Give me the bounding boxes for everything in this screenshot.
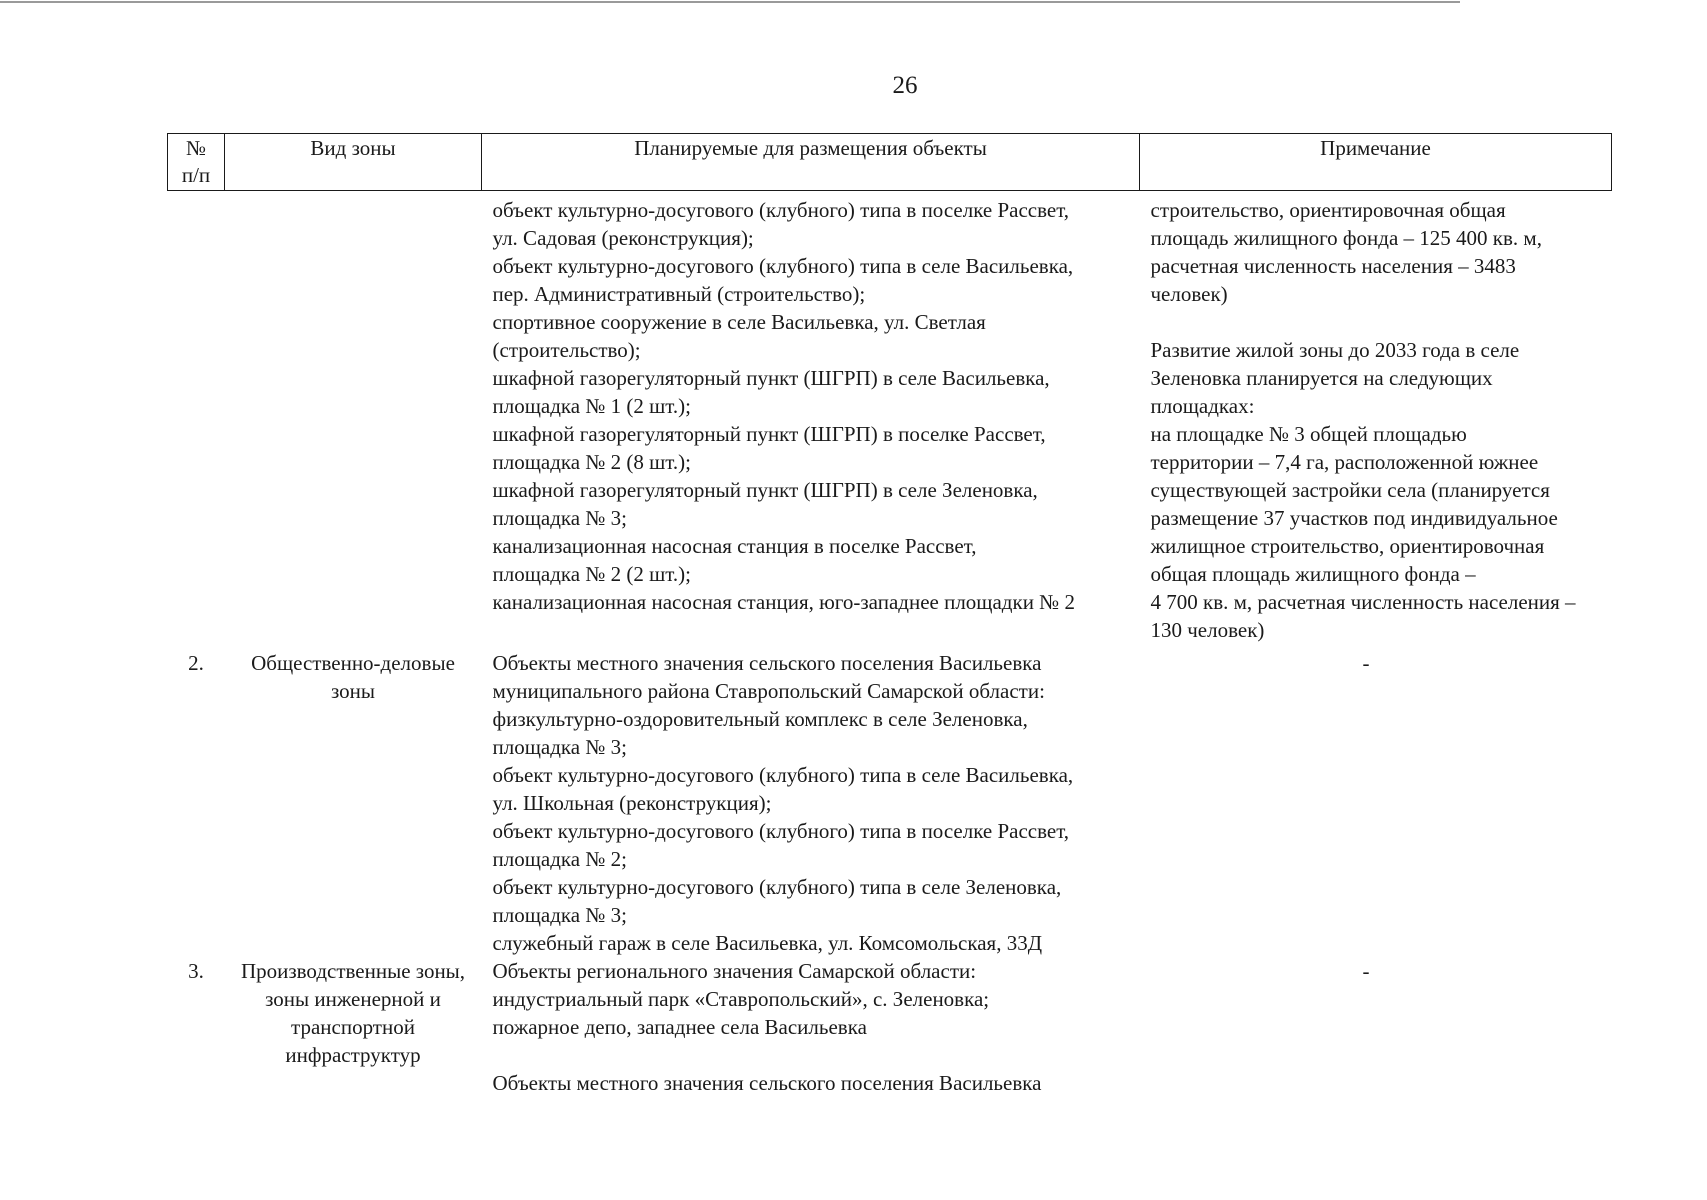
- planned-objects-line: площадка № 3;: [492, 735, 627, 759]
- page-number: 26: [892, 72, 918, 99]
- header-objects: Планируемые для размещения объекты: [482, 134, 1140, 191]
- note-line: Зеленовка планируется на следующих: [1150, 366, 1493, 390]
- row-number: 2.: [188, 651, 204, 675]
- note-line: расчетная численность населения – 3483: [1150, 254, 1516, 278]
- planned-objects-line: служебный гараж в селе Васильевка, ул. Комсомольская, 33Д: [492, 931, 1043, 955]
- planned-objects-line: спортивное сооружение в селе Васильевка, ул. Светлая: [492, 310, 986, 334]
- planned-objects-line: объект культурно-досугового (клубного) типа в поселке Рассвет,: [492, 819, 1070, 843]
- zone-type-line: зоны инженерной и: [265, 987, 441, 1011]
- header-num-line-2: п/п: [181, 163, 211, 187]
- note-line: -: [1362, 959, 1370, 983]
- table-body: [168, 191, 1612, 1098]
- note-line: территории – 7,4 га, расположенной южнее: [1150, 450, 1539, 474]
- planned-objects-line: Объекты местного значения сельского поселения Васильевка: [492, 1071, 1042, 1095]
- top-border-line: [0, 1, 1460, 3]
- note-line: 130 человек): [1150, 618, 1265, 642]
- planned-objects-line: площадка № 3;: [492, 903, 627, 927]
- zone-type-line: Производственные зоны,: [240, 959, 466, 983]
- table-header: [168, 134, 1612, 191]
- planned-objects-line: объект культурно-досугового (клубного) типа в селе Васильевка,: [492, 254, 1074, 278]
- note-line: -: [1362, 651, 1370, 675]
- note: [1140, 644, 1612, 957]
- table-row: [168, 191, 1612, 645]
- note-line: размещение 37 участков под индивидуальное: [1150, 506, 1558, 530]
- header-zone: Вид зоны: [225, 134, 482, 191]
- planned-objects-line: объект культурно-досугового (клубного) типа в селе Васильевка,: [492, 763, 1074, 787]
- planned-objects-line: шкафной газорегуляторный пункт (ШГРП) в поселке Рассвет,: [492, 422, 1046, 446]
- note-line: жилищное строительство, ориентировочная: [1150, 534, 1545, 558]
- planned-objects-line: (строительство);: [492, 338, 641, 362]
- planned-objects-line: объект культурно-досугового (клубного) типа в селе Зеленовка,: [492, 875, 1062, 899]
- zone-type-line: Общественно-деловые: [251, 651, 455, 675]
- header-num: [168, 134, 225, 191]
- row-number: [168, 191, 225, 645]
- note-line: 4 700 кв. м, расчетная численность населения –: [1150, 590, 1576, 614]
- table-row: [168, 644, 1612, 957]
- zones-table: [167, 133, 1612, 1097]
- note-line: площадках:: [1150, 394, 1255, 418]
- planned-objects-line: ул. Садовая (реконструкция);: [492, 226, 754, 250]
- planned-objects-line: площадка № 2;: [492, 847, 627, 871]
- note: [1140, 957, 1612, 1097]
- planned-objects-line: площадка № 2 (2 шт.);: [492, 562, 691, 586]
- table-row: [168, 957, 1612, 1097]
- zone-type-line: инфраструктур: [285, 1043, 421, 1067]
- planned-objects-line: площадка № 3;: [492, 506, 627, 530]
- planned-objects-line: Объекты регионального значения Самарской области:: [492, 959, 977, 983]
- planned-objects-line: физкультурно-оздоровительный комплекс в селе Зеленовка,: [492, 707, 1028, 731]
- note-line: на площадке № 3 общей площадью: [1150, 422, 1467, 446]
- header-note: Примечание: [1140, 134, 1612, 191]
- planned-objects-line: [493, 1041, 1140, 1069]
- planned-objects-line: канализационная насосная станция, юго-западнее площадки № 2: [492, 590, 1075, 614]
- zone-type: [225, 957, 482, 1097]
- planned-objects-line: муниципального района Ставропольский Самарской области:: [492, 679, 1045, 703]
- planned-objects: [482, 957, 1140, 1097]
- zone-type-line: транспортной: [291, 1015, 415, 1039]
- planned-objects-line: пер. Административный (строительство);: [492, 282, 866, 306]
- header-num-line-1: №: [185, 136, 207, 160]
- zone-type-line: зоны: [330, 679, 376, 703]
- note-line: человек): [1150, 282, 1228, 306]
- planned-objects-line: площадка № 1 (2 шт.);: [492, 394, 691, 418]
- note-line: строительство, ориентировочная общая: [1150, 198, 1506, 222]
- note-line: общая площадь жилищного фонда –: [1150, 562, 1476, 586]
- note-line: Развитие жилой зоны до 2033 года в селе: [1150, 338, 1520, 362]
- note-line: существующей застройки села (планируется: [1150, 478, 1550, 502]
- planned-objects-line: канализационная насосная станция в поселке Рассвет,: [492, 534, 977, 558]
- planned-objects: [482, 644, 1140, 957]
- planned-objects-line: ул. Школьная (реконструкция);: [492, 791, 772, 815]
- note-line: площадь жилищного фонда – 125 400 кв. м,: [1150, 226, 1542, 250]
- planned-objects-line: объект культурно-досугового (клубного) типа в поселке Рассвет,: [492, 198, 1070, 222]
- zone-type: [225, 644, 482, 957]
- zone-type: [225, 191, 482, 645]
- planned-objects-line: шкафной газорегуляторный пункт (ШГРП) в селе Васильевка,: [492, 366, 1050, 390]
- planned-objects-line: индустриальный парк «Ставропольский», с. Зеленовка;: [492, 987, 990, 1011]
- planned-objects: [482, 191, 1140, 645]
- planned-objects-line: площадка № 2 (8 шт.);: [492, 450, 691, 474]
- planned-objects-line: пожарное депо, западнее села Васильевка: [492, 1015, 867, 1039]
- planned-objects-line: шкафной газорегуляторный пункт (ШГРП) в селе Зеленовка,: [492, 478, 1038, 502]
- row-number: 3.: [188, 959, 204, 983]
- note-line: [1151, 308, 1612, 336]
- note: [1140, 191, 1612, 645]
- planned-objects-line: Объекты местного значения сельского поселения Васильевка: [492, 651, 1042, 675]
